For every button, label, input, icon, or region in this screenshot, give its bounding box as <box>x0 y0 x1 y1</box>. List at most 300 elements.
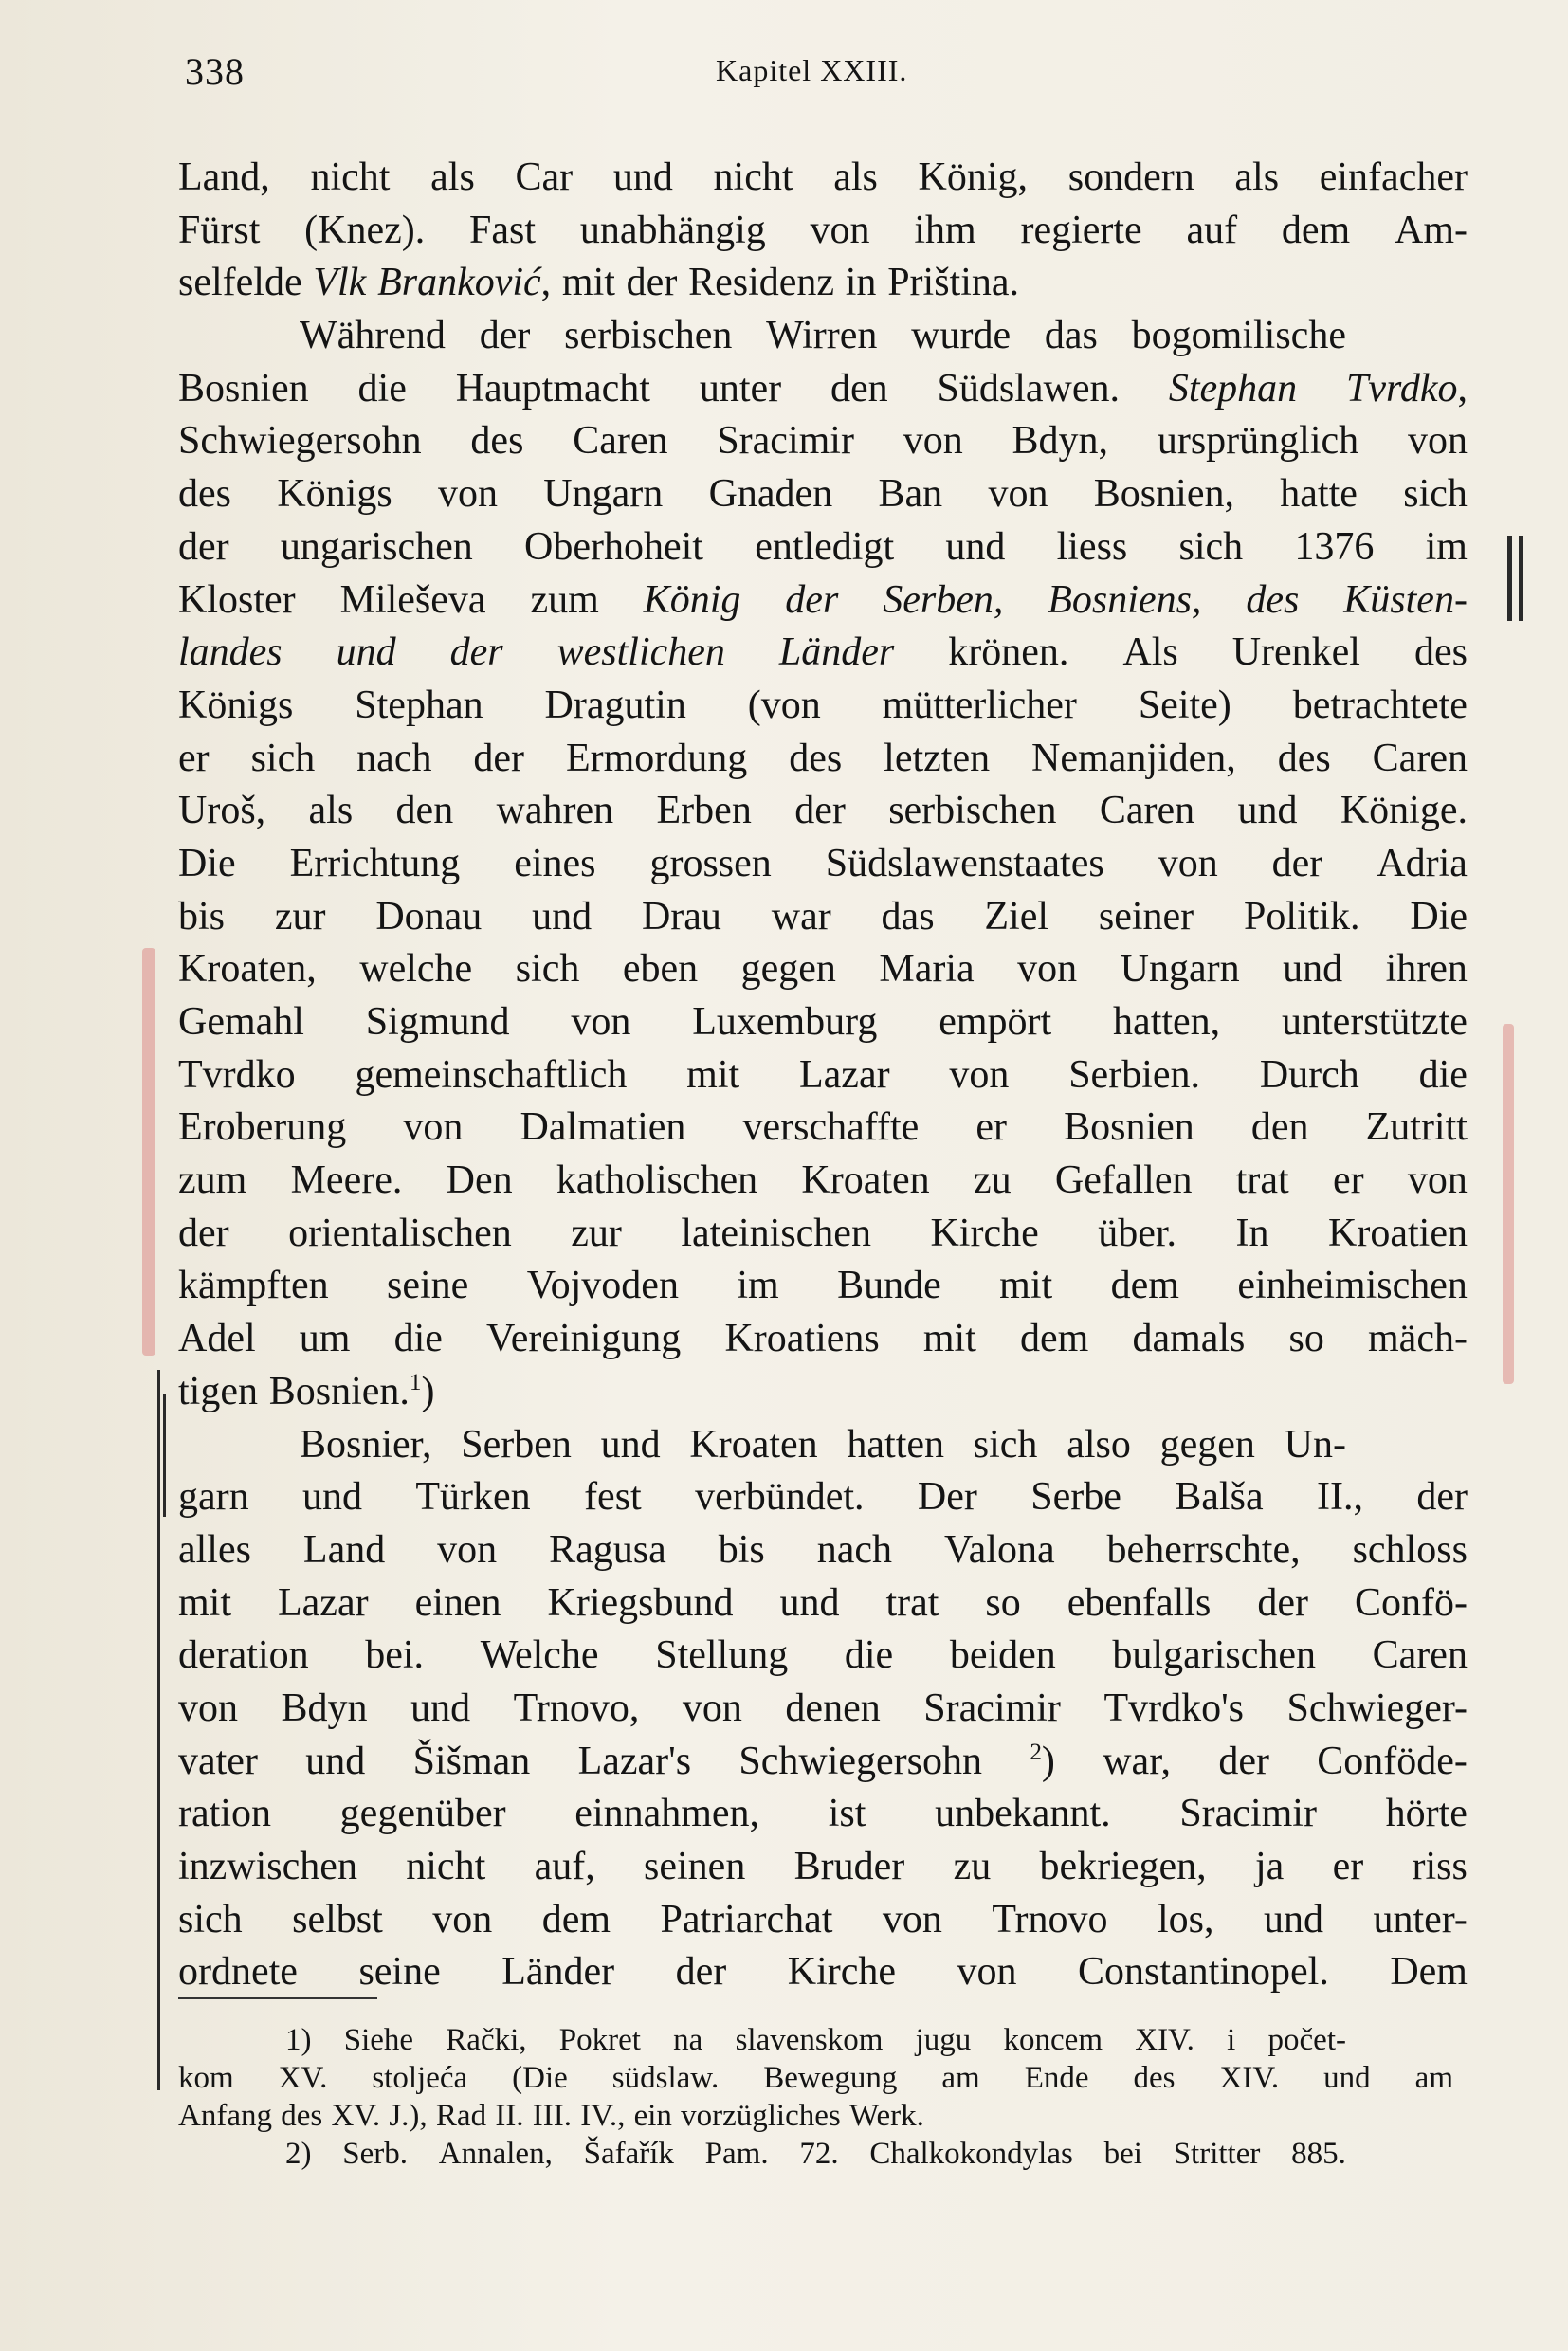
word: Bosnien <box>1064 1105 1194 1150</box>
text-line <box>178 680 1468 733</box>
word: mit <box>178 1580 232 1625</box>
word: jugu <box>915 2023 972 2057</box>
text-line <box>178 1102 1468 1155</box>
text-line <box>178 1419 1468 1472</box>
word: Rad <box>435 2099 487 2133</box>
word: Dem <box>1390 1950 1468 1995</box>
text-line <box>178 733 1468 786</box>
page-number: 338 <box>185 50 245 93</box>
word: Kloster <box>178 577 296 622</box>
word: los, <box>1158 1897 1214 1941</box>
word: Patriarchat <box>660 1897 833 1941</box>
word: einnahmen, <box>574 1792 760 1836</box>
word: Uroš, <box>178 789 266 833</box>
word: Tvrdko <box>178 1052 296 1097</box>
word: zur <box>571 1211 622 1255</box>
word: selbst <box>292 1897 383 1941</box>
word: und <box>336 630 396 675</box>
word: ist <box>828 1792 866 1836</box>
word: Luxemburg <box>692 1000 878 1044</box>
margin-pencil-line-right-2 <box>1519 536 1523 621</box>
word: und <box>1323 2061 1371 2095</box>
word: die <box>393 1317 443 1361</box>
word: gegen <box>1159 1422 1255 1467</box>
text-line <box>178 1471 1468 1524</box>
word: serbischen <box>888 789 1057 833</box>
word: II., <box>1316 1475 1363 1520</box>
word: unabhängig <box>579 208 766 252</box>
word: Fürst <box>178 208 261 252</box>
word: Un- <box>1284 1422 1346 1467</box>
word: zum <box>178 1158 247 1203</box>
word: der <box>785 577 839 622</box>
word: des <box>178 472 231 517</box>
word: tigen <box>178 1369 258 1413</box>
word: Bosnier, <box>300 1422 432 1467</box>
word: ursprünglich <box>1157 419 1359 464</box>
word: und <box>305 1739 366 1783</box>
word: Ermordung <box>565 736 748 780</box>
word: mit <box>999 1264 1053 1308</box>
word: als <box>308 789 354 833</box>
text-line <box>178 257 1468 310</box>
word: Bosnien <box>178 366 309 410</box>
word: Serben <box>461 1422 572 1467</box>
word: Ungarn <box>543 472 664 517</box>
word: die <box>1418 1052 1468 1097</box>
word: Anfang <box>178 2099 272 2133</box>
text-line <box>178 1049 1468 1103</box>
word: eben <box>622 947 699 992</box>
word: und <box>1283 947 1343 992</box>
word: Sigmund <box>365 1000 510 1044</box>
word: Serben, <box>883 577 1004 622</box>
word: riss <box>1412 1845 1468 1888</box>
word: der <box>675 1950 727 1995</box>
word: sich <box>1403 472 1468 517</box>
text-line <box>178 205 1468 258</box>
word: Branković, <box>377 261 552 305</box>
word: kom <box>178 2061 234 2095</box>
word: katholischen <box>556 1158 758 1203</box>
text-line <box>178 785 1468 838</box>
word: regierte <box>1020 208 1142 252</box>
word: zur <box>274 894 326 939</box>
word: der <box>626 261 678 305</box>
word: Adria <box>1377 841 1468 885</box>
word: mit <box>922 1317 976 1361</box>
word: welche <box>359 947 473 992</box>
word: kämpften <box>178 1264 329 1308</box>
word: von <box>437 1527 498 1572</box>
word: slavenskom <box>735 2023 884 2057</box>
word: ration <box>178 1792 271 1836</box>
word: der <box>178 1211 229 1255</box>
footnote-line <box>178 2135 1453 2173</box>
word: Dalmatien <box>520 1105 686 1150</box>
word: des <box>1133 2061 1176 2095</box>
word: Erben <box>656 789 752 833</box>
word: Schwiegersohn <box>738 1739 982 1783</box>
word: Caren <box>1099 789 1195 833</box>
word: Vojvoden <box>526 1264 679 1308</box>
word: mäch- <box>1368 1317 1468 1361</box>
word: Kroaten, <box>178 947 317 992</box>
word: Politik. <box>1243 894 1360 939</box>
word: Constantinopel. <box>1078 1950 1329 1995</box>
text-line <box>178 310 1468 363</box>
word: Schwieger- <box>1286 1686 1468 1730</box>
word: von <box>1407 419 1468 464</box>
word: Sracimir <box>923 1686 1061 1730</box>
text-line <box>178 1208 1468 1261</box>
word: den <box>395 789 454 833</box>
word: Kirche <box>787 1950 897 1995</box>
word: koncem <box>1003 2023 1103 2057</box>
word: garn <box>178 1475 249 1520</box>
word: Der <box>917 1475 977 1520</box>
word: III. <box>532 2099 573 2133</box>
word: damals <box>1132 1317 1246 1361</box>
word: Trnovo, <box>513 1686 640 1730</box>
word: Welche <box>480 1633 599 1678</box>
word: König, <box>918 155 1029 199</box>
word: zu <box>953 1845 992 1888</box>
text-line <box>178 1841 1468 1894</box>
margin-pencil-line-left-2 <box>163 1394 166 1517</box>
word: vorzügliches <box>681 2099 841 2133</box>
text-line <box>178 468 1468 521</box>
word: Oberhoheit <box>524 524 703 569</box>
word: na <box>673 2023 703 2057</box>
word: Stellung <box>655 1633 789 1678</box>
word: $^2$) <box>1030 1739 1055 1783</box>
word: am <box>941 2061 980 2095</box>
word: als <box>430 155 475 199</box>
word: Bosnien.$^1$) <box>268 1369 435 1413</box>
word: Stephan <box>355 683 483 727</box>
word: Dragutin <box>544 683 686 727</box>
word: Küsten- <box>1343 577 1468 622</box>
word: am <box>1414 2061 1453 2095</box>
word: 72. <box>799 2137 839 2171</box>
footnote-line <box>178 2021 1453 2059</box>
word: von <box>437 472 498 517</box>
word: eines <box>514 841 596 885</box>
word: 2) <box>285 2137 312 2171</box>
word: Conföde- <box>1317 1739 1468 1783</box>
word: Die <box>1410 894 1468 939</box>
word: nicht <box>310 155 391 199</box>
text-line <box>178 1524 1468 1577</box>
word: Lazar <box>278 1580 369 1625</box>
word: Tvrdko's <box>1103 1686 1244 1730</box>
word: Schwiegersohn <box>178 419 422 464</box>
word: südslaw. <box>611 2061 720 2095</box>
word: Stritter <box>1173 2137 1261 2171</box>
word: beiden <box>949 1633 1056 1678</box>
word: Land, <box>178 155 270 199</box>
word: Königs <box>178 683 294 727</box>
word: Lazar's <box>577 1739 692 1783</box>
word: Meere. <box>290 1158 403 1203</box>
text-line <box>178 574 1468 628</box>
word: Gnaden <box>708 472 833 517</box>
word: Balša <box>1175 1475 1264 1520</box>
word: trat <box>1235 1158 1289 1203</box>
word: von <box>178 1686 238 1730</box>
word: Valona <box>943 1527 1055 1572</box>
word: Annalen, <box>438 2137 553 2171</box>
word: im <box>737 1264 779 1308</box>
word: seinen <box>644 1845 746 1888</box>
word: (Die <box>512 2061 568 2095</box>
word: Tvrdko, <box>1346 366 1468 410</box>
word: sich <box>973 1422 1038 1467</box>
word: 1) <box>285 2023 312 2057</box>
word: und <box>1237 789 1298 833</box>
word: Kroatien <box>1328 1211 1468 1255</box>
word: hatten <box>847 1422 945 1467</box>
word: Gemahl <box>178 1000 304 1044</box>
word: ihm <box>914 208 976 252</box>
word: Maria <box>879 947 975 992</box>
word: und <box>532 894 593 939</box>
word: und <box>600 1422 661 1467</box>
word: lateinischen <box>681 1211 871 1255</box>
word: betrachtete <box>1292 683 1468 727</box>
word: er <box>1332 1845 1364 1888</box>
word: orientalischen <box>288 1211 512 1255</box>
word: sondern <box>1067 155 1194 199</box>
word: alles <box>178 1527 251 1572</box>
word: liess <box>1056 524 1128 569</box>
word: Hauptmacht <box>455 366 650 410</box>
word: im <box>1425 524 1468 569</box>
word: unbekannt. <box>935 1792 1111 1836</box>
word: nach <box>816 1527 892 1572</box>
word: als <box>1234 155 1280 199</box>
word: unter <box>699 366 782 410</box>
word: der <box>1271 841 1323 885</box>
word: Ziel <box>984 894 1049 939</box>
word: verschaffte <box>742 1105 920 1150</box>
word: Confö- <box>1354 1580 1468 1625</box>
page-header <box>185 49 1474 106</box>
word: in <box>845 261 877 305</box>
word: nach <box>356 736 432 780</box>
word: er <box>975 1105 1008 1150</box>
word: stoljeća <box>372 2061 468 2095</box>
word: Königs <box>277 472 392 517</box>
word: Urenkel <box>1231 630 1360 675</box>
word: Mileševa <box>339 577 486 622</box>
word: ungarischen <box>280 524 473 569</box>
word: Länder <box>501 1950 615 1995</box>
word: einen <box>414 1580 501 1625</box>
word: Wirren <box>766 314 878 358</box>
word: ja <box>1254 1845 1285 1888</box>
word: hatten, <box>1113 1000 1221 1044</box>
word: fest <box>584 1475 642 1520</box>
word: der <box>1218 1739 1269 1783</box>
word: Werk. <box>848 2099 924 2133</box>
word: von <box>949 1052 1010 1097</box>
text-line <box>178 996 1468 1049</box>
word: Die <box>178 841 236 885</box>
word: einfacher <box>1319 155 1468 199</box>
word: Vlk <box>313 261 367 305</box>
word: Serb. <box>342 2137 409 2171</box>
word: als <box>833 155 878 199</box>
word: das <box>1044 314 1098 358</box>
word: um <box>299 1317 351 1361</box>
word: von <box>882 1897 942 1941</box>
text-line <box>178 1155 1468 1208</box>
body-text <box>178 152 1468 1999</box>
word: Kroatiens <box>724 1317 880 1361</box>
word: Bosniens, <box>1048 577 1202 622</box>
word: die <box>844 1633 894 1678</box>
word: von <box>957 1950 1017 1995</box>
text-line <box>178 943 1468 996</box>
word: Während <box>300 314 446 358</box>
word: seine <box>387 1264 469 1308</box>
word: beherrschte, <box>1106 1527 1301 1572</box>
word: ebenfalls <box>1067 1580 1212 1625</box>
word: der <box>449 630 503 675</box>
word: des <box>470 419 524 464</box>
word: dem <box>541 1897 611 1941</box>
word: der <box>479 314 531 358</box>
footnote-rule <box>178 1997 377 1999</box>
word: (Knez). <box>304 208 426 252</box>
word: gemeinschaftlich <box>355 1052 628 1097</box>
word: Kroaten <box>801 1158 930 1203</box>
margin-pencil-line-right <box>1507 536 1512 621</box>
word: Serbien. <box>1068 1052 1200 1097</box>
word: (von <box>747 683 821 727</box>
word: er <box>1332 1158 1364 1203</box>
word: von <box>432 1897 493 1941</box>
word: Seite) <box>1138 683 1231 727</box>
word: auf, <box>534 1845 595 1888</box>
word: von <box>1158 841 1218 885</box>
word: Errichtung <box>289 841 461 885</box>
word: Lazar <box>799 1052 890 1097</box>
word: nicht <box>713 155 793 199</box>
word: sich <box>178 1897 243 1941</box>
word: nicht <box>406 1845 486 1888</box>
word: gegen <box>740 947 836 992</box>
text-line <box>178 1946 1468 1999</box>
word: und <box>945 524 1006 569</box>
word: von <box>810 208 870 252</box>
word: sich <box>515 947 580 992</box>
word: Šišman <box>412 1739 531 1783</box>
text-line <box>178 1630 1468 1683</box>
text-line <box>178 1683 1468 1736</box>
word: von <box>1407 1158 1468 1203</box>
word: einheimischen <box>1237 1264 1468 1308</box>
text-line <box>178 152 1468 205</box>
word: über. <box>1098 1211 1177 1255</box>
word: dem <box>1110 1264 1179 1308</box>
word: Siehe <box>343 2023 414 2057</box>
word: zu <box>973 1158 1012 1203</box>
word: i <box>1227 2023 1236 2057</box>
text-line <box>178 838 1468 891</box>
word: des <box>1246 577 1300 622</box>
word: er <box>178 736 210 780</box>
word: bekriegen, <box>1039 1845 1207 1888</box>
word: Stephan <box>1168 366 1298 410</box>
word: bis <box>718 1527 765 1572</box>
red-pencil-mark-left <box>142 948 155 1356</box>
word: von <box>403 1105 464 1150</box>
word: grossen <box>649 841 772 885</box>
word: entledigt <box>755 524 895 569</box>
text-line <box>178 415 1468 468</box>
word: Ungarn <box>1120 947 1240 992</box>
word: Am- <box>1395 208 1468 252</box>
word: Den <box>446 1158 513 1203</box>
word: der <box>1257 1580 1308 1625</box>
word: Bruder <box>793 1845 905 1888</box>
text-line <box>178 1577 1468 1631</box>
word: krönen. <box>948 630 1069 675</box>
word: Kroaten <box>689 1422 818 1467</box>
word: ordnete <box>178 1950 298 1995</box>
word: landes <box>178 630 283 675</box>
word: sich <box>250 736 316 780</box>
word: vater <box>178 1739 258 1783</box>
word: unterstützte <box>1282 1000 1468 1044</box>
footnote-line <box>178 2059 1453 2097</box>
word: Kirche <box>930 1211 1039 1255</box>
word: počet- <box>1267 2023 1346 2057</box>
word: In <box>1235 1211 1269 1255</box>
word: seine <box>358 1950 441 1995</box>
word: Sracimir <box>717 419 854 464</box>
word: schloss <box>1352 1527 1468 1572</box>
word: J.), <box>389 2099 428 2133</box>
word: Adel <box>178 1317 256 1361</box>
word: empört <box>939 1000 1052 1044</box>
margin-pencil-line-left <box>157 1370 160 2090</box>
footnotes <box>178 2021 1453 2173</box>
word: Drau <box>641 894 721 939</box>
word: Bunde <box>837 1264 941 1308</box>
word: war, <box>1103 1739 1171 1783</box>
word: Bewegung <box>763 2061 898 2095</box>
word: war <box>771 894 831 939</box>
word: Residenz <box>688 261 835 305</box>
text-line <box>178 891 1468 944</box>
word: bei. <box>365 1633 425 1678</box>
word: Fast <box>469 208 537 252</box>
word: serbischen <box>564 314 733 358</box>
text-line <box>178 1788 1468 1841</box>
red-pencil-mark-right <box>1503 1024 1514 1384</box>
word: Bosnien, <box>1093 472 1234 517</box>
word: auf <box>1186 208 1238 252</box>
word: von <box>682 1686 742 1730</box>
word: selfelde <box>178 261 302 305</box>
word: XV. <box>278 2061 328 2095</box>
word: Türken <box>415 1475 531 1520</box>
word: mit <box>686 1052 740 1097</box>
